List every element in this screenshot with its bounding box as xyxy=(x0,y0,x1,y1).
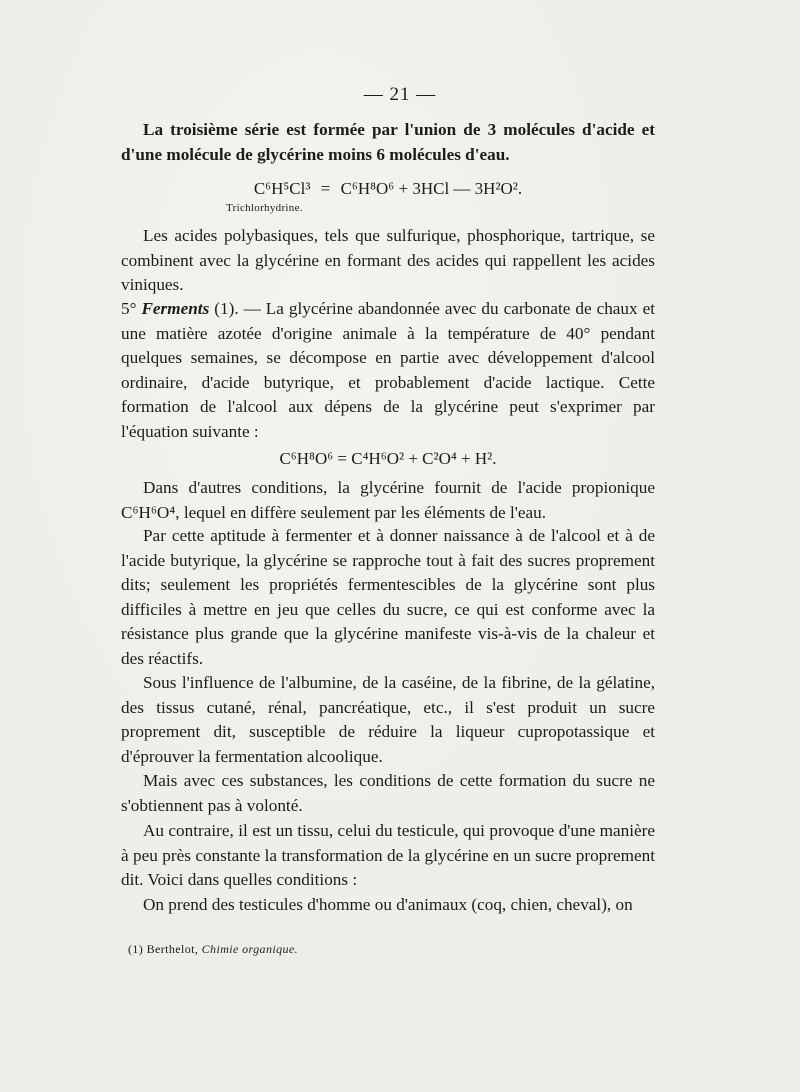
equation-label: Trichlorhydrine. xyxy=(226,202,303,214)
footnote-author: Berthelot, xyxy=(146,942,202,956)
paragraph-text xyxy=(121,297,655,444)
paragraph-ferments xyxy=(121,297,655,444)
paragraph-trois-serie xyxy=(121,118,655,167)
paragraph-acides-polybasiques xyxy=(121,224,655,298)
paragraph-aptitude xyxy=(121,524,655,671)
paragraph-text: Au contraire, il est un tissu, celui du testicule, qui provoque d'une manière à peu près constante la transformation de la glycérine en un sucre proprement dit. Voici dans quelles conditions : xyxy=(121,821,655,889)
paragraph-text: Par cette aptitude à fermenter et à donner naissance à de l'alcool et à de l'acide butyrique, la glycérine se rapproche tout à fait des sucres proprement dits; seulement les propriétés fermentescibles de la glycérine sont plus difficiles à mettre en jeu que celles du sucre, ce qui est conforme avec la résistance plus grande que la glycérine manifeste vis-à-vis de la chaleur et des réactifs. xyxy=(121,526,655,668)
paragraph-text: Dans d'autres conditions, la glycérine fournit de l'acide propionique C⁶H⁶O⁴, lequel en diffère seulement par les éléments de l'eau. xyxy=(121,478,655,522)
paragraph-testicule xyxy=(121,819,655,893)
section-title: Ferments xyxy=(141,299,210,318)
paragraph-substances xyxy=(121,769,655,818)
equation-fermentation xyxy=(121,446,655,472)
paragraph-text: Les acides polybasiques, tels que sulfurique, phosphorique, tartrique, se combinent avec la glycérine en formant des acides qui rappellent les acides viniques. xyxy=(121,226,655,294)
paragraph-text: Mais avec ces substances, les conditions de cette formation du sucre ne s'obtiennent pas à volonté. xyxy=(121,771,655,815)
eq1-rhs: C⁶H⁸O⁶ + 3HCl — 3H²O². xyxy=(340,179,523,198)
section-number: 5° xyxy=(121,299,142,318)
paragraph-influence xyxy=(121,671,655,769)
footnote-title: Chimie organique. xyxy=(201,942,299,956)
paragraph-body: La glycérine abandonnée avec du carbonate de chaux et une matière azotée d'origine animale à la température de 40° pendant quelques semaines, se décompose en partie avec développement d'alcool ordinaire, d'acide butyrique, et probablement d'acide lactique. Cette formation de l'alcool aux dépens de la glycérine peut s'exprimer par l'équation suivante : xyxy=(121,299,656,441)
footnote-marker: (1) xyxy=(128,942,147,956)
equation-trichlorhydrine xyxy=(121,176,655,202)
equation-line: C⁶H⁸O⁶ = C⁴H⁶O² + C²O⁴ + H². xyxy=(279,449,497,468)
eq1-equals: = xyxy=(320,179,331,198)
footnote xyxy=(128,942,298,957)
paragraph-on-prend xyxy=(121,893,655,918)
paragraph-acide-propionique xyxy=(121,476,655,525)
eq1-lhs: C⁶H⁵Cl³ xyxy=(253,179,311,198)
paragraph-text: Sous l'influence de l'albumine, de la caséine, de la fibrine, de la gélatine, des tissus cutané, rénal, pancréatique, etc., il s'est produit un sucre proprement dit, susceptible de réduire la liqueur cupropotassique et d'éprouver la fermentation alcoolique. xyxy=(121,673,655,766)
paragraph-text: On prend des testicules d'homme ou d'animaux (coq, chien, cheval), on xyxy=(143,895,633,914)
equation-line xyxy=(121,177,655,202)
footnote-ref: (1). — xyxy=(209,299,266,318)
paragraph-text: La troisième série est formée par l'union de 3 molécules d'acide et d'une molécule de glycérine moins 6 molécules d'eau. xyxy=(121,120,655,164)
page-number: — 21 — xyxy=(363,84,437,105)
